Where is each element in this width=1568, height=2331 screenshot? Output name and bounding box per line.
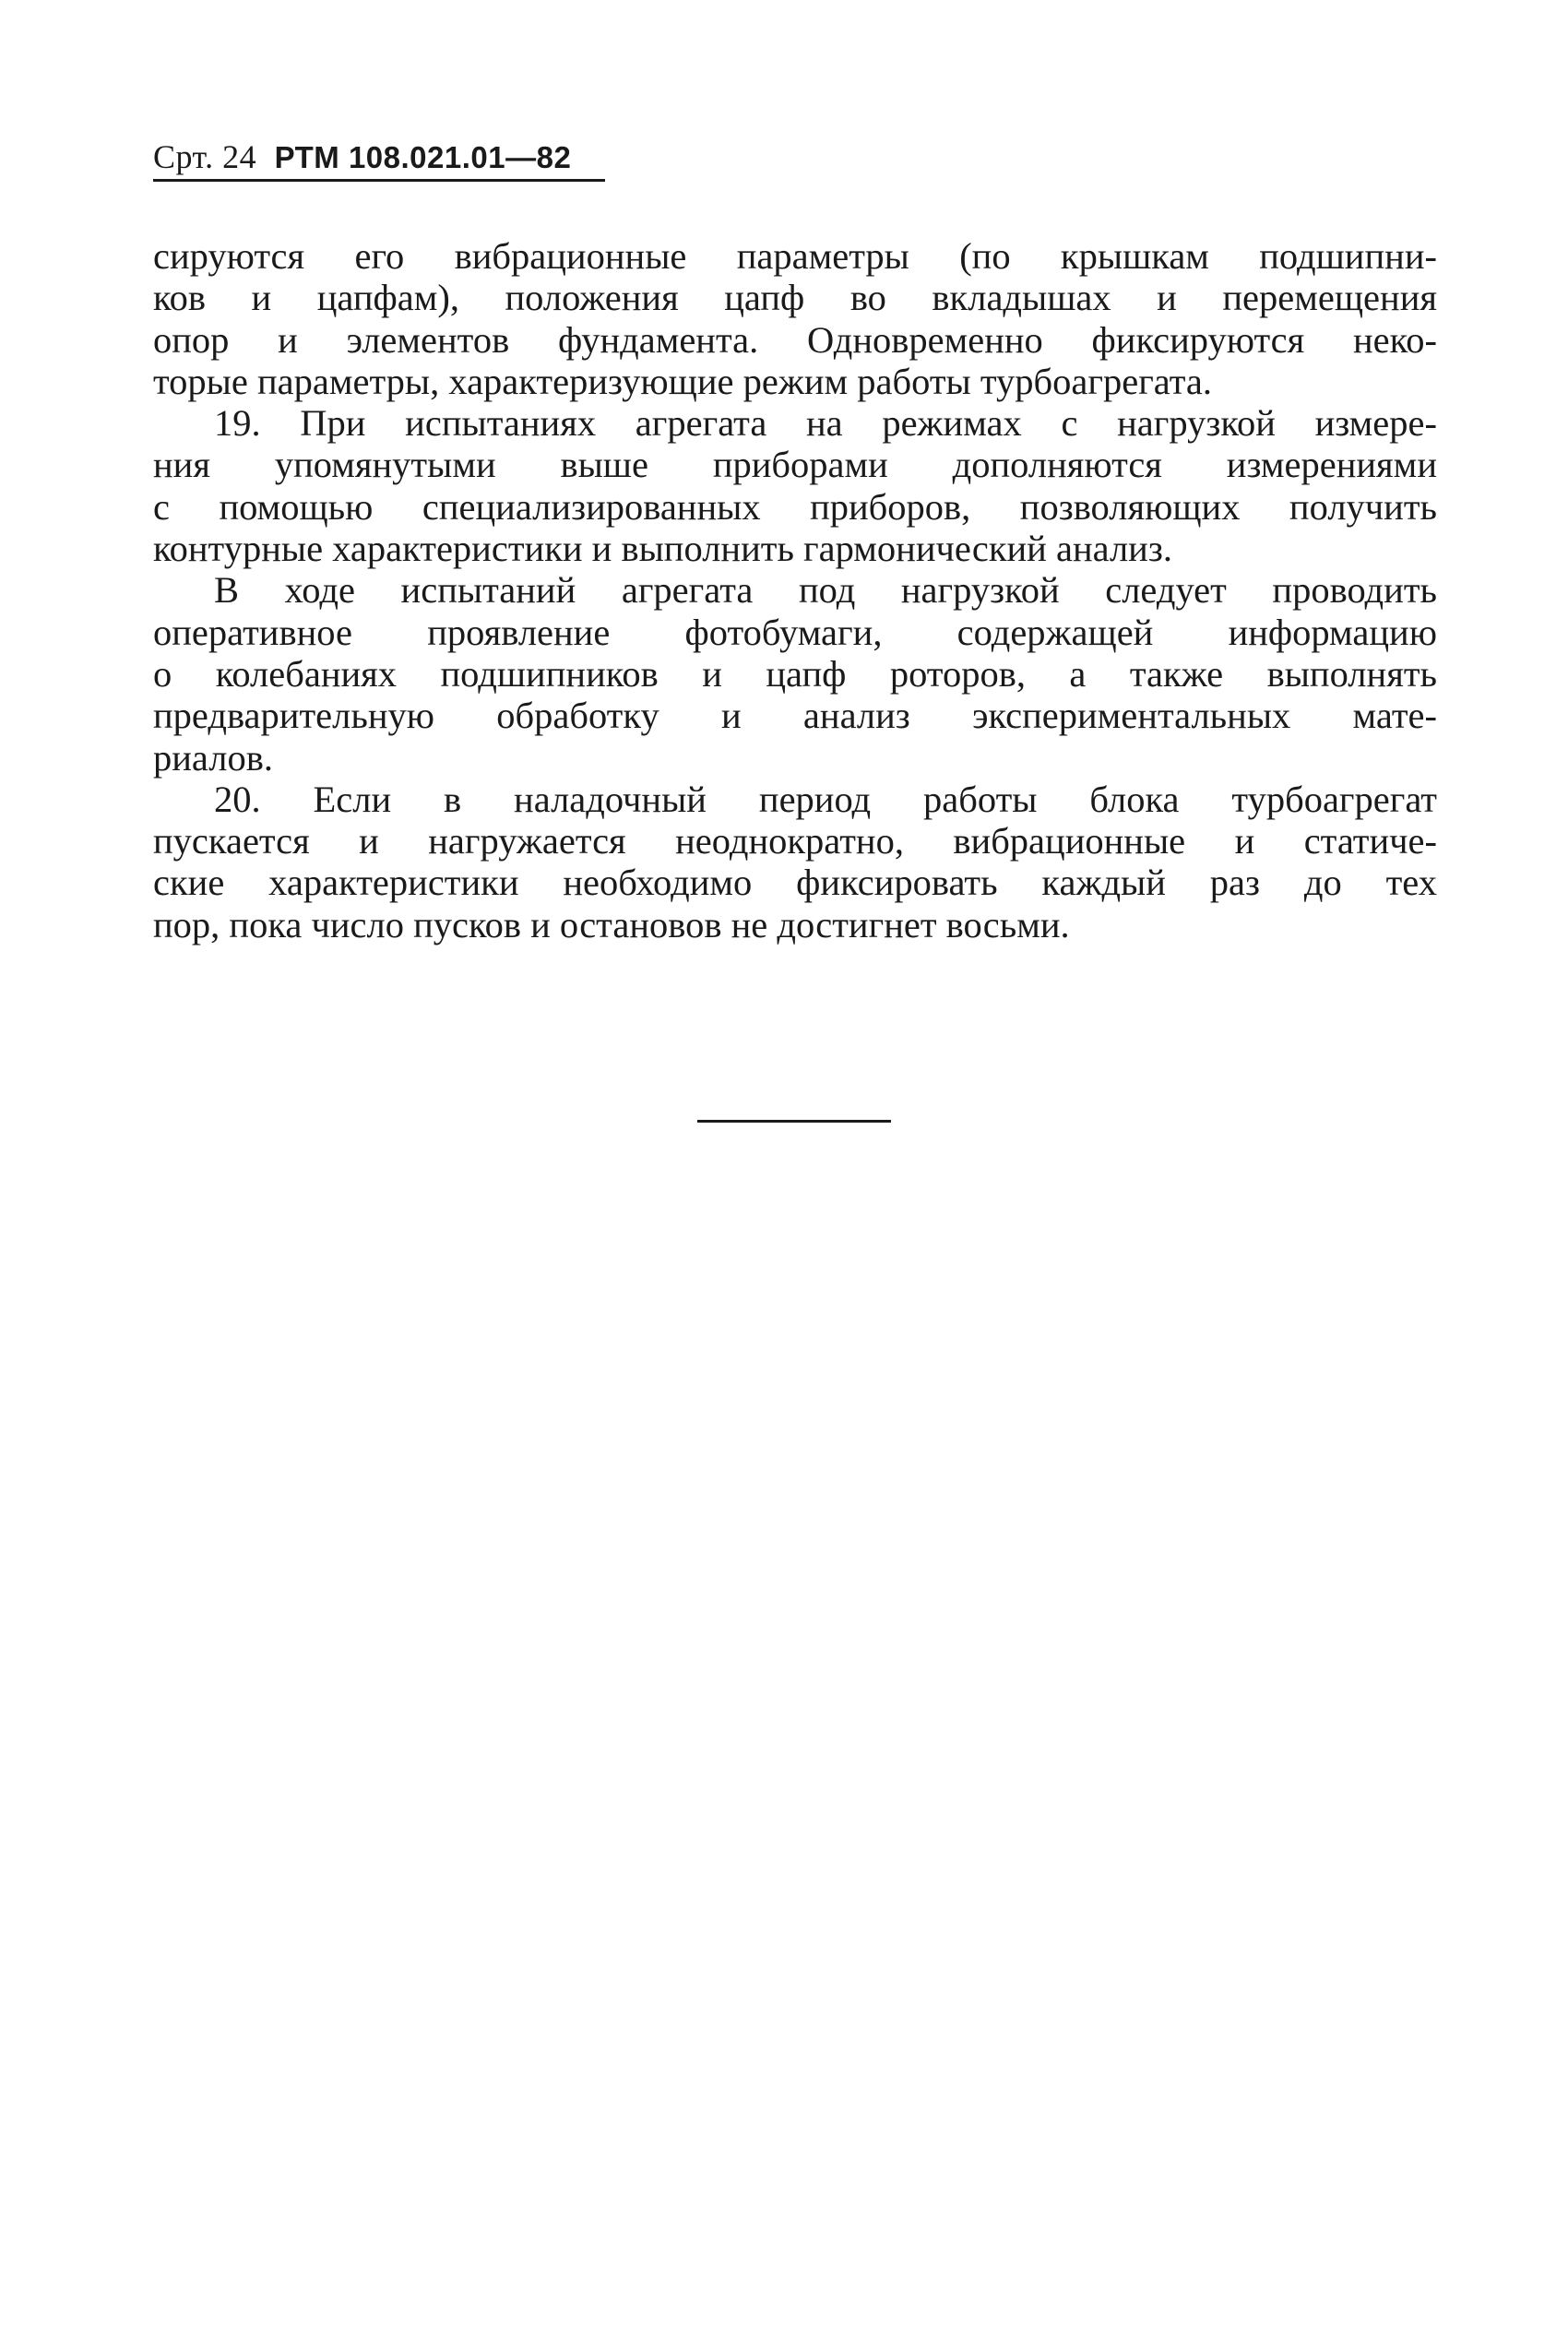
paragraph-continuation [153, 235, 1437, 402]
text-line: риалов. [153, 736, 273, 779]
text-line: 20. Если в наладочный период работы блока турбоагрегат [214, 778, 1437, 820]
text-line: ков и цапфам), положения цапф во вкладышах и перемещения [153, 277, 1437, 319]
text-line: сируются его вибрационные параметры (по крышкам подшипни- [153, 235, 1437, 277]
paragraph-load-testing [153, 569, 1437, 778]
text-line: 19. При испытаниях агрегата на режимах с нагрузкой измере- [214, 402, 1437, 445]
running-header [153, 135, 571, 180]
text-line: оперативное проявление фотобумаги, содержащей информацию [153, 611, 1437, 653]
end-of-text-rule [697, 1120, 891, 1123]
text-line: ния упомянутыми выше приборами дополняются измерениями [153, 444, 1437, 486]
paragraph-20 [153, 779, 1437, 945]
text-line: ские характеристики необходимо фиксировать каждый раз до тех [153, 862, 1437, 904]
text-line: контурные характеристики и выполнить гармонический анализ. [153, 528, 1172, 570]
body-text [153, 235, 1437, 945]
header-rule [153, 179, 605, 182]
text-line: пускается и нагружается неоднократно, вибрационные и статиче- [153, 820, 1437, 862]
text-line: В ходе испытаний агрегата под нагрузкой следует проводить [214, 569, 1437, 612]
text-line: пор, пока число пусков и остановов не достигнет восьми. [153, 903, 1070, 945]
text-line: предварительную обработку и анализ экспериментальных мате- [153, 695, 1437, 737]
text-line: с помощью специализированных приборов, позволяющих получить [153, 485, 1437, 528]
paragraph-19 [153, 402, 1437, 569]
text-line: о колебаниях подшипников и цапф роторов, а также выполнять [153, 652, 1437, 695]
page-number-label: Срт. 24 [153, 138, 257, 175]
document-code: РТМ 108.021.01—82 [274, 140, 572, 174]
text-line: опор и элементов фундамента. Одновременно фиксируются неко- [153, 318, 1437, 361]
text-line: торые параметры, характеризующие режим работы турбоагрегата. [153, 360, 1213, 402]
